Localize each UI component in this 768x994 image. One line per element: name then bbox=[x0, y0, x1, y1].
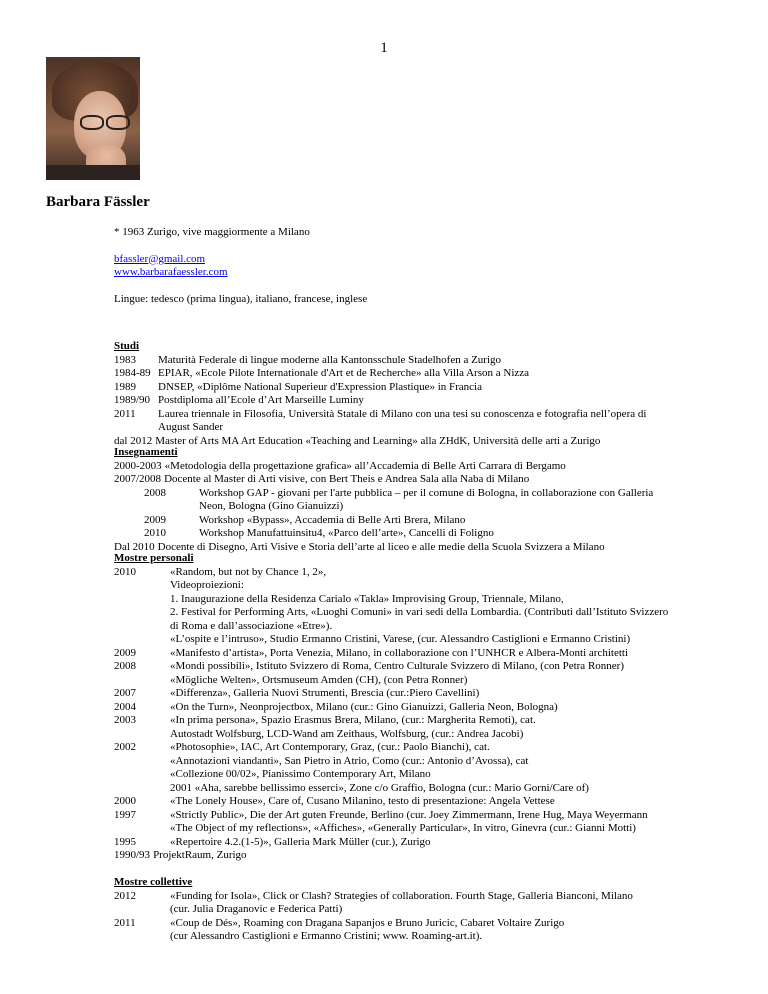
studi-section bbox=[114, 340, 646, 448]
studi-year: 1989 bbox=[114, 380, 136, 393]
personali-year bbox=[114, 768, 170, 782]
personali-row bbox=[114, 795, 668, 809]
personali-text: «Collezione 00/02», Pianissimo Contemporary Art, Milano bbox=[170, 768, 431, 780]
studi-row bbox=[114, 354, 646, 368]
personali-text: «L’ospite e l’intruso», Studio Ermanno Cristini, Varese, (cur. Alessandro Castiglioni e Ermanno Cristini) bbox=[170, 633, 631, 645]
personali-year bbox=[114, 674, 170, 688]
insegnamenti-section bbox=[114, 446, 653, 554]
insegnamenti-text: Workshop «Bypass», Accademia di Belle Arti Brera, Milano bbox=[199, 513, 466, 526]
studi-text: Maturità Federale di lingue moderne alla Kantonsschule Stadelhofen a Zurigo bbox=[158, 353, 502, 366]
collettive-row bbox=[114, 917, 633, 931]
insegnamenti-row bbox=[114, 500, 653, 514]
personali-text: 2. Festival for Performing Arts, «Luoghi Comuni» in vari sedi della Lombardia. (Contributi dall’Istituto Svizzero bbox=[170, 606, 669, 618]
person-name: Barbara Fässler bbox=[46, 194, 150, 210]
personali-text: Autostadt Wolfsburg, LCD-Wand am Zeithaus, Wolfsburg, (cur.: Andrea Jacobi) bbox=[170, 727, 524, 740]
personali-row bbox=[114, 647, 668, 661]
studi-row bbox=[114, 394, 646, 408]
personali-year bbox=[114, 782, 170, 796]
studi-year: dal 2012 bbox=[114, 434, 153, 447]
personali-row bbox=[114, 633, 668, 647]
personali-text: «Random, but not by Chance 1, 2», bbox=[170, 565, 327, 578]
personali-text: «On the Turn», Neonprojectbox, Milano (cur.: Gino Gianuizzi, Galleria Neon, Bologna) bbox=[170, 700, 558, 713]
insegnamenti-year: Dal 2010 bbox=[114, 540, 155, 553]
personali-year: 2010 bbox=[114, 565, 136, 578]
personali-row bbox=[114, 606, 668, 620]
personali-row bbox=[114, 620, 668, 634]
collettive-year: 2011 bbox=[114, 916, 136, 929]
insegnamenti-row bbox=[114, 527, 653, 541]
email-link[interactable]: bfassler@gmail.com bbox=[114, 252, 206, 265]
personali-text: 1. Inaugurazione della Residenza Carialo «Takla» Improvising Group, Triennale, Milano, bbox=[170, 592, 564, 605]
insegnamenti-year bbox=[114, 500, 199, 514]
insegnamenti-year: 2009 bbox=[144, 513, 166, 526]
collettive-section bbox=[114, 876, 633, 944]
personali-year: 2009 bbox=[114, 646, 136, 659]
portrait-photo bbox=[46, 57, 140, 180]
personali-text: ProjektRaum, Zurigo bbox=[153, 849, 247, 861]
collettive-row bbox=[114, 903, 633, 917]
personali-year: 1997 bbox=[114, 808, 136, 821]
personali-text: Videoproiezioni: bbox=[170, 579, 244, 591]
studi-text: DNSEP, «Diplôme National Superieur d'Expression Plastique» in Francia bbox=[158, 380, 482, 393]
languages: Lingue: tedesco (prima lingua), italiano, francese, inglese bbox=[114, 292, 368, 305]
insegnamenti-row bbox=[114, 473, 653, 487]
personali-text: «Strictly Public», Die der Art guten Freunde, Berlino (cur. Joey Zimmermann, Irene Hug, Maya Weyermann bbox=[170, 808, 648, 821]
personali-row bbox=[114, 849, 668, 863]
personali-row bbox=[114, 714, 668, 728]
personali-row bbox=[114, 701, 668, 715]
personali-year bbox=[114, 755, 170, 769]
collettive-row bbox=[114, 930, 633, 944]
personali-year: 2007 bbox=[114, 687, 136, 699]
studi-year: 2011 bbox=[114, 407, 136, 420]
collettive-text: «Coup de Dés», Roaming con Dragana Sapanjos e Bruno Juricic, Cabaret Voltaire Zurigo bbox=[170, 916, 565, 929]
personali-year bbox=[114, 822, 170, 836]
studi-year: 1984-89 bbox=[114, 367, 151, 379]
personali-row bbox=[114, 768, 668, 782]
insegnamenti-heading: Insegnamenti bbox=[114, 446, 178, 458]
website-link[interactable]: www.barbarafaessler.com bbox=[114, 266, 228, 278]
personali-row bbox=[114, 687, 668, 701]
personali-year bbox=[114, 593, 170, 607]
personali-year: 2008 bbox=[114, 660, 136, 672]
insegnamenti-text: Docente di Disegno, Arti Visive e Storia dell’arte al liceo e alle medie della Scuola Svizzera a Milano bbox=[157, 540, 605, 553]
personali-year bbox=[114, 606, 170, 620]
studi-row bbox=[114, 408, 646, 422]
collettive-row bbox=[114, 890, 633, 904]
personali-text: «Differenza», Galleria Nuovi Strumenti, Brescia (cur.:Piero Cavellini) bbox=[170, 687, 480, 699]
personali-row bbox=[114, 741, 668, 755]
studi-text: August Sander bbox=[158, 421, 224, 433]
personali-year bbox=[114, 728, 170, 742]
personali-row bbox=[114, 593, 668, 607]
insegnamenti-year: 2000-2003 bbox=[114, 459, 162, 472]
studi-text: Master of Arts MA Art Education «Teaching and Learning» alla ZHdK, Università delle arti a Zurigo bbox=[155, 434, 601, 447]
insegnamenti-year: 2010 bbox=[144, 527, 166, 539]
personali-year: 2000 bbox=[114, 795, 136, 807]
insegnamenti-row bbox=[114, 514, 653, 528]
collettive-text: (cur Alessandro Castiglioni e Ermanno Cristini; www. Roaming-art.it). bbox=[170, 930, 483, 942]
insegnamenti-text: Workshop Manufattuinsitu4, «Parco dell’arte», Cancelli di Foligno bbox=[199, 527, 494, 539]
collettive-text: (cur. Julia Draganovic e Federica Patti) bbox=[170, 903, 343, 915]
studi-year bbox=[114, 421, 158, 435]
personali-text: «Photosophie», IAC, Art Contemporary, Graz, (cur.: Paolo Bianchi), cat. bbox=[170, 741, 490, 753]
insegnamenti-text: Workshop GAP - giovani per l'arte pubblica – per il comune di Bologna, in collaborazione con Galleria bbox=[199, 486, 654, 499]
personali-year: 2004 bbox=[114, 700, 136, 713]
personali-row bbox=[114, 822, 668, 836]
studi-year: 1989/90 bbox=[114, 394, 151, 406]
personali-year: 1990/93 bbox=[114, 849, 151, 861]
personali-text: di Roma e dall’associazione «Etre»). bbox=[170, 619, 333, 632]
personali-year bbox=[114, 633, 170, 647]
contact-section bbox=[114, 226, 367, 306]
personali-section bbox=[114, 552, 668, 863]
studi-year: 1983 bbox=[114, 353, 136, 366]
personali-text: «In prima persona», Spazio Erasmus Brera, Milano, (cur.: Margherita Remoti), cat. bbox=[170, 714, 536, 726]
personali-text: «The Object of my reflections», «Affiches», «Generally Particular», In vitro, Ginevra (cur.: Gianni Motti) bbox=[170, 822, 636, 834]
studi-text: EPIAR, «Ecole Pilote Internationale d'Art et de Recherche» alla Villa Arson a Nizza bbox=[158, 367, 530, 379]
personali-text: «Manifesto d’artista», Porta Venezia, Milano, in collaborazione con l’UNHCR e Albera-Monti architetti bbox=[170, 646, 629, 659]
personali-text: «Mögliche Welten», Ortsmuseum Amden (CH), (con Petra Ronner) bbox=[170, 673, 468, 686]
personali-row bbox=[114, 728, 668, 742]
studi-text: Postdiploma all’Ecole d’Art Marseille Luminy bbox=[158, 394, 364, 406]
collettive-year bbox=[114, 930, 170, 944]
insegnamenti-text: «Metodologia della progettazione grafica» all’Accademia di Belle Arti Carrara di Bergamo bbox=[164, 459, 566, 472]
personali-text: «Annotazioni viandanti», San Pietro in Atrio, Como (cur.: Antonio d’Avossa), cat bbox=[170, 754, 529, 767]
personali-row bbox=[114, 566, 668, 580]
personali-heading: Mostre personali bbox=[114, 552, 194, 564]
personali-row bbox=[114, 674, 668, 688]
collettive-year bbox=[114, 903, 170, 917]
personali-text: «Repertoire 4.2.(1-5)», Galleria Mark Müller (cur.), Zurigo bbox=[170, 835, 431, 848]
studi-row bbox=[114, 421, 646, 435]
collettive-heading: Mostre collettive bbox=[114, 876, 193, 888]
studi-row bbox=[114, 381, 646, 395]
insegnamenti-text: Neon, Bologna (Gino Gianuizzi) bbox=[199, 500, 344, 512]
personali-text: «The Lonely House», Care of, Cusano Milanino, testo di presentazione: Angela Vettese bbox=[170, 795, 555, 807]
personali-year: 2002 bbox=[114, 741, 136, 753]
personali-row bbox=[114, 809, 668, 823]
page-number: 1 bbox=[380, 40, 388, 56]
insegnamenti-year: 2008 bbox=[144, 486, 166, 499]
insegnamenti-year: 2007/2008 bbox=[114, 473, 162, 485]
personali-year: 1995 bbox=[114, 835, 136, 848]
personali-row bbox=[114, 660, 668, 674]
personali-row bbox=[114, 579, 668, 593]
personali-row bbox=[114, 755, 668, 769]
insegnamenti-text: Docente al Master di Arti visive, con Bert Theis e Andrea Sala alla Naba di Milano bbox=[164, 473, 530, 485]
collettive-year: 2012 bbox=[114, 889, 136, 902]
studi-text: Laurea triennale in Filosofia, Università Statale di Milano con una tesi su conoscenza e fotografia nell’opera di bbox=[158, 407, 647, 420]
personali-year bbox=[114, 620, 170, 634]
insegnamenti-row bbox=[114, 487, 653, 501]
personali-year bbox=[114, 579, 170, 593]
personali-row bbox=[114, 836, 668, 850]
personali-year: 2003 bbox=[114, 714, 136, 726]
personali-text: 2001 «Aha, sarebbe bellissimo esserci», Zone c/o Graffio, Bologna (cur.: Mario Gorni/Care of) bbox=[170, 781, 589, 794]
collettive-text: «Funding for Isola», Click or Clash? Strategies of collaboration. Fourth Stage, Galleria Bianconi, Milano bbox=[170, 889, 633, 902]
studi-row bbox=[114, 367, 646, 381]
personali-row bbox=[114, 782, 668, 796]
personali-text: «Mondi possibili», Istituto Svizzero di Roma, Centro Culturale Svizzero di Milano, (con Petra Ronner) bbox=[170, 660, 624, 672]
insegnamenti-row bbox=[114, 460, 653, 474]
birth-info: * 1963 Zurigo, vive maggiormente a Milano bbox=[114, 226, 310, 238]
studi-heading: Studi bbox=[114, 340, 140, 352]
